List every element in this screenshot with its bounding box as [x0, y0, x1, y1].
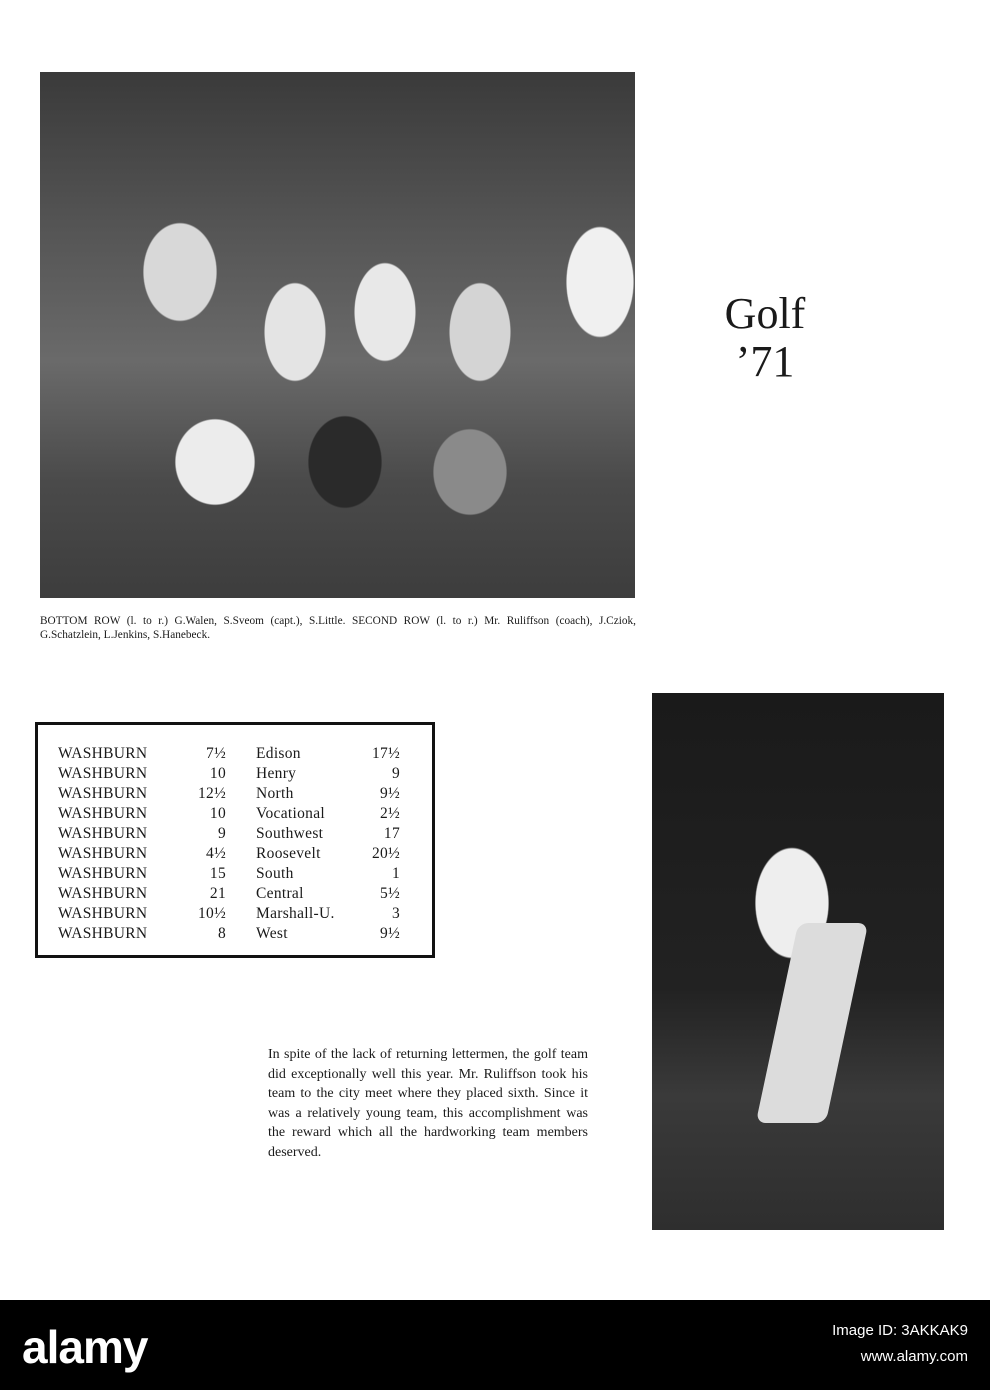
team-name: WASHBURN: [58, 825, 148, 842]
opponent-score: 3: [391, 905, 400, 922]
opponent-score: 9: [391, 765, 400, 782]
team-name: WASHBURN: [58, 885, 148, 902]
opponent-score: 1: [391, 865, 400, 882]
opponent-name: South: [256, 865, 294, 882]
team-name: WASHBURN: [58, 805, 148, 822]
team-score: 10: [209, 765, 226, 782]
team-name: WASHBURN: [58, 765, 148, 782]
opponent-name: Vocational: [256, 805, 326, 822]
team-name: WASHBURN: [58, 925, 148, 942]
story-paragraph: In spite of the lack of returning lettermen, the golf team did exceptionally well this year. Mr. Ruliffson took his team to the city meet where they placed sixth. Since it was a relatively young team, this accomplishment was the reward which all the hardworking team members deserved.: [268, 1047, 588, 1160]
watermark-bar: [0, 1300, 990, 1390]
team-name: WASHBURN: [58, 865, 148, 882]
team-score: 9: [217, 825, 226, 842]
team-score: 10: [209, 805, 226, 822]
score-row: [38, 865, 432, 885]
team-score: 10½: [197, 905, 226, 922]
score-row: [38, 885, 432, 905]
opponent-score: 17½: [371, 745, 400, 762]
opponent-name: Roosevelt: [256, 845, 321, 862]
score-row: [38, 785, 432, 805]
score-row: [38, 845, 432, 865]
title-line-2: ’71: [735, 337, 795, 386]
opponent-name: North: [256, 785, 294, 802]
opponent-name: Central: [256, 885, 304, 902]
opponent-score: 9½: [380, 785, 400, 802]
title-line-1: Golf: [724, 289, 806, 338]
team-name: WASHBURN: [58, 845, 148, 862]
score-row: [38, 925, 432, 945]
opponent-name: Henry: [256, 765, 297, 782]
team-score: 4½: [206, 845, 226, 862]
opponent-score: 9½: [380, 925, 400, 942]
golfer-swing-photo: [652, 693, 944, 1230]
image-id: Image ID: 3AKKAK9: [832, 1322, 968, 1339]
opponent-score: 2½: [380, 805, 400, 822]
team-name: WASHBURN: [58, 745, 148, 762]
opponent-name: Edison: [256, 745, 301, 762]
opponent-score: 5½: [380, 885, 400, 902]
photo-caption: BOTTOM ROW (l. to r.) G.Walen, S.Sveom (capt.), S.Little. SECOND ROW (l. to r.) Mr. Ruliffson (coach), J.Cziok, G.Schatzlein, L.Jenkins, S.Hanebeck.: [40, 615, 636, 641]
opponent-score: 17: [383, 825, 400, 842]
alamy-logo: alamy: [22, 1321, 148, 1373]
opponent-name: Marshall-U.: [256, 905, 335, 922]
team-score: 8: [217, 925, 226, 942]
team-score: 15: [209, 865, 226, 882]
team-score: 21: [209, 885, 226, 902]
alamy-url: www.alamy.com: [860, 1348, 968, 1365]
opponent-name: Southwest: [256, 825, 324, 842]
scores-table: [35, 722, 435, 958]
opponent-name: West: [256, 925, 288, 942]
team-score: 12½: [197, 785, 226, 802]
score-row: [38, 765, 432, 785]
score-row: [38, 745, 432, 765]
team-score: 7½: [206, 745, 226, 762]
page-title: [700, 290, 830, 386]
golf-team-photo: [40, 72, 635, 598]
score-row: [38, 805, 432, 825]
golfer-figure: [756, 923, 869, 1123]
score-row: [38, 905, 432, 925]
opponent-score: 20½: [371, 845, 400, 862]
team-name: WASHBURN: [58, 905, 148, 922]
score-row: [38, 825, 432, 845]
team-name: WASHBURN: [58, 785, 148, 802]
